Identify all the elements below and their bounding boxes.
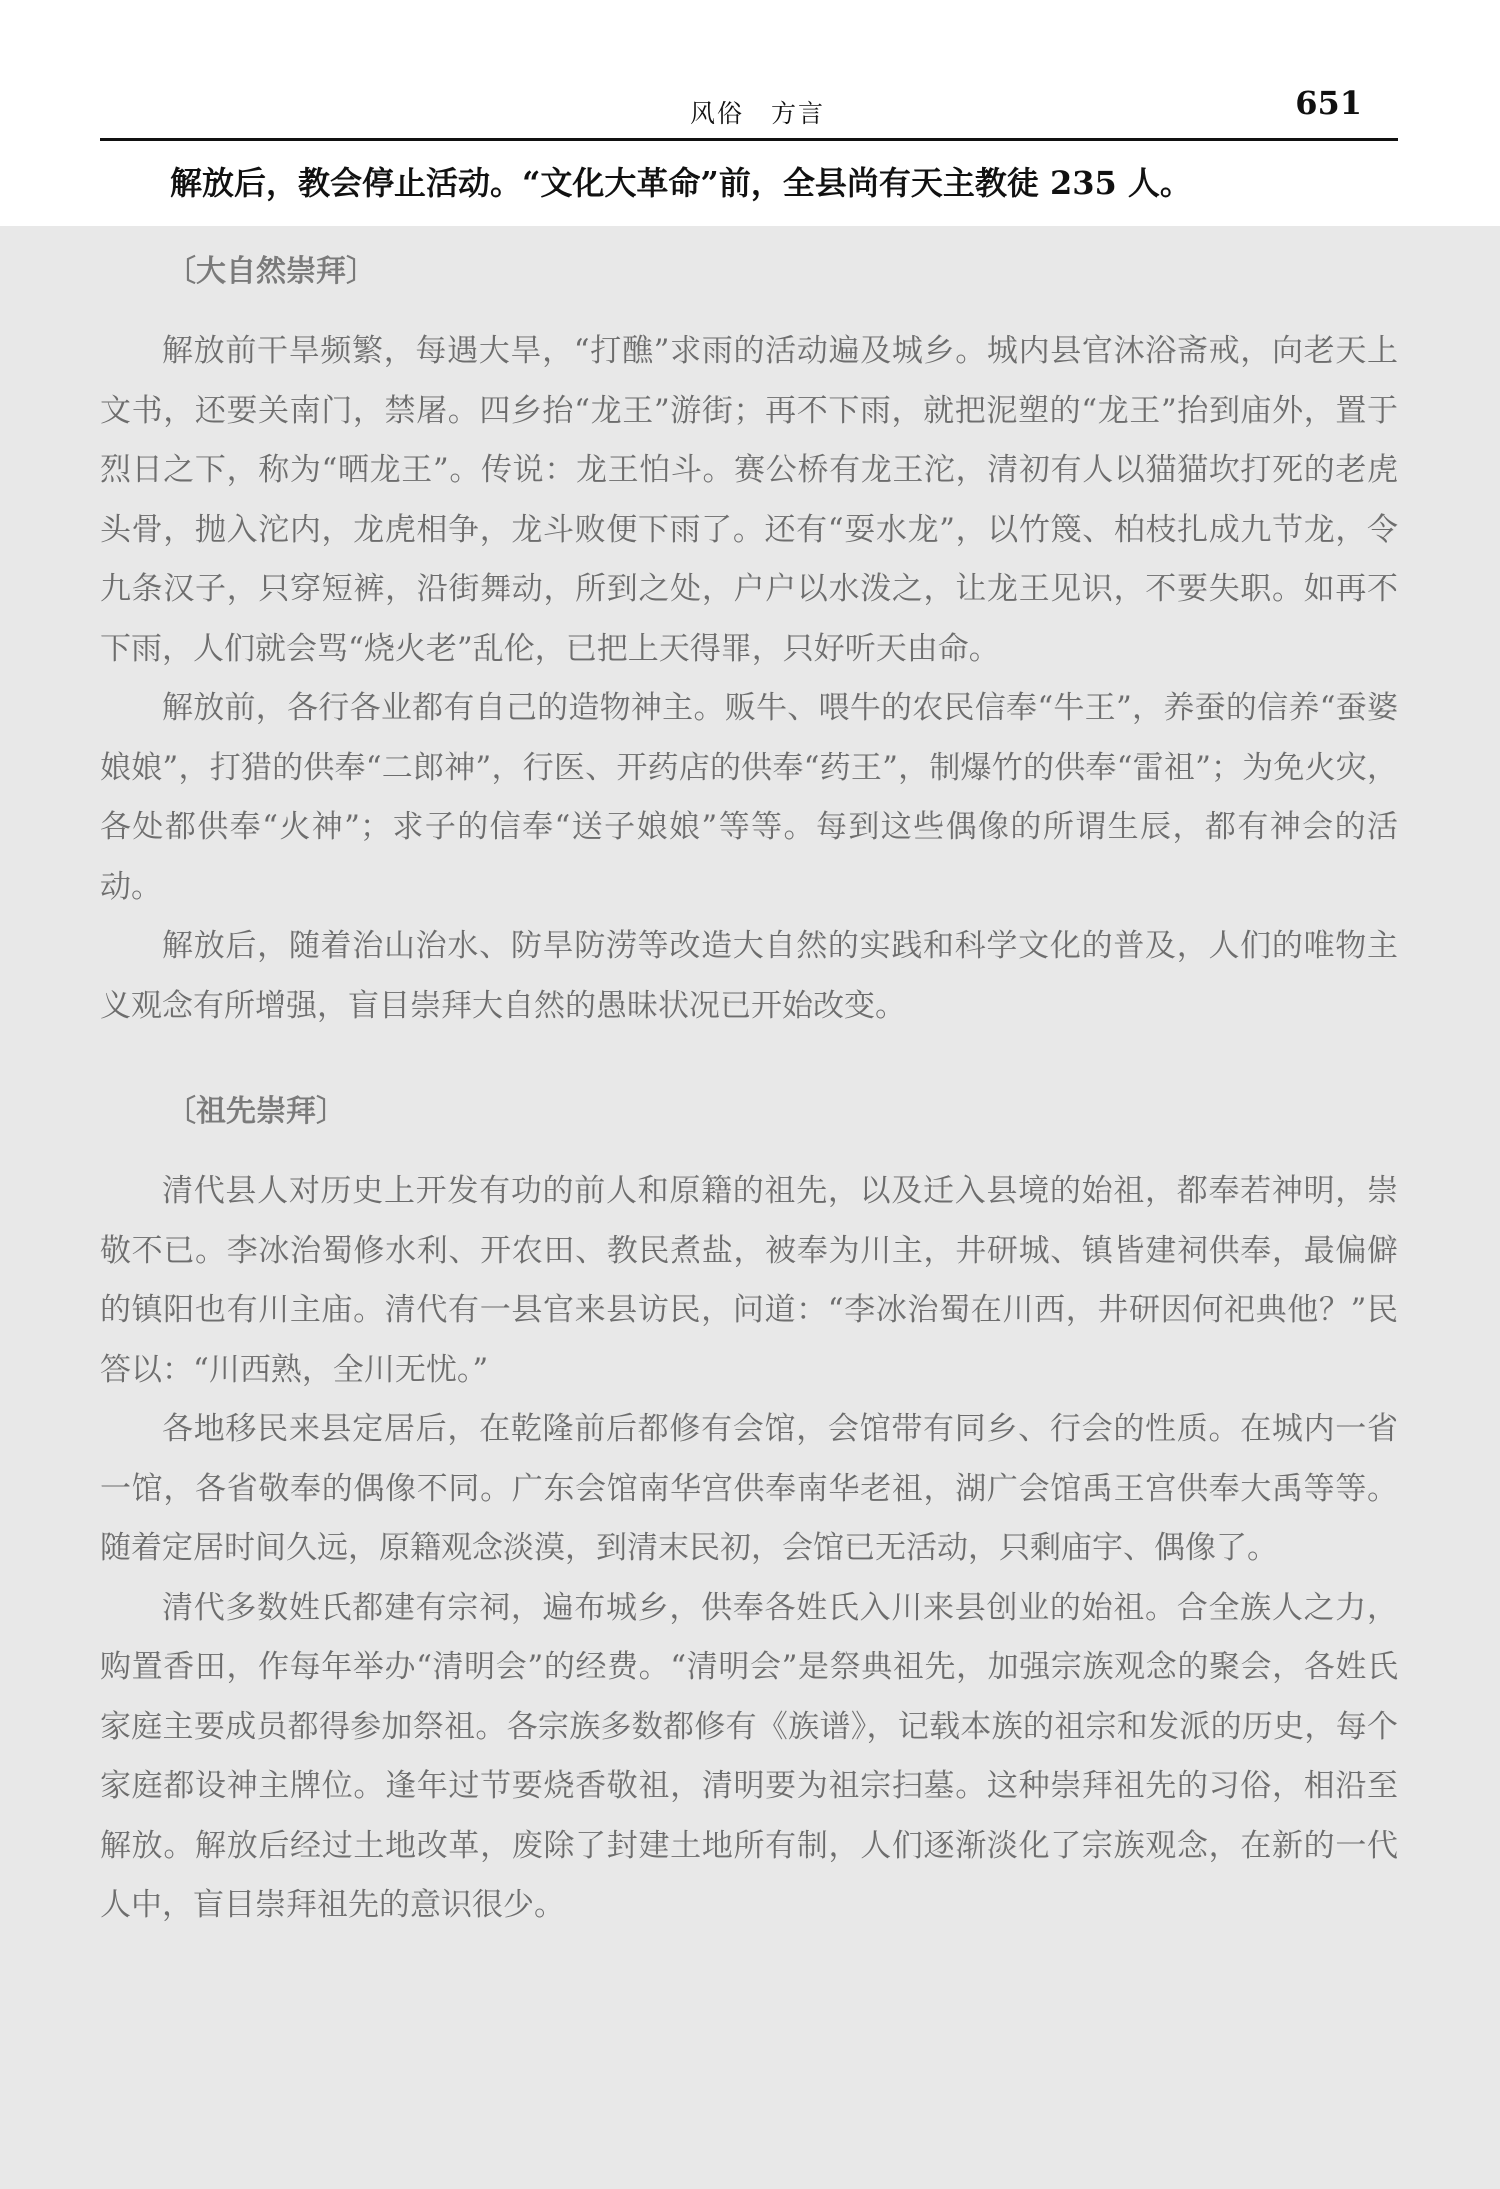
paragraph: 清代县人对历史上开发有功的前人和原籍的祖先，以及迁入县境的始祖，都奉若神明，崇敬不已。李冰治蜀修水利、开农田、教民煮盐，被奉为川主，井研城、镇皆建祠供奉，最偏僻的镇阳也有川主庙。清代有一县官来县访民，问道：“李冰治蜀在川西，井研因何祀典他？”民答以：“川西熟，全川无忧。” bbox=[100, 1173, 1398, 1388]
running-title: 风俗 方言 bbox=[690, 99, 826, 128]
page-number: 651 bbox=[1295, 84, 1362, 122]
lead-paragraph: 解放后，教会停止活动。“文化大革命”前，全县尚有天主教徒 235 人。 bbox=[170, 164, 1192, 202]
section-heading-ancestor-worship: 〔祖先崇拜〕 bbox=[166, 1094, 346, 1129]
paragraph: 解放后，随着治山治水、防旱防涝等改造大自然的实践和科学文化的普及，人们的唯物主义观念有所增强，盲目崇拜大自然的愚昧状况已开始改变。 bbox=[100, 928, 1398, 1024]
paragraph: 各地移民来县定居后，在乾隆前后都修有会馆，会馆带有同乡、行会的性质。在城内一省一馆，各省敬奉的偶像不同。广东会馆南华宫供奉南华老祖，湖广会馆禹王宫供奉大禹等等。随着定居时间久远，原籍观念淡漠，到清末民初，会馆已无活动，只剩庙宇、偶像了。 bbox=[100, 1411, 1398, 1566]
paragraph: 解放前，各行各业都有自己的造物神主。贩牛、喂牛的农民信奉“牛王”，养蚕的信养“蚕婆娘娘”，打猎的供奉“二郎神”，行医、开药店的供奉“药王”，制爆竹的供奉“雷祖”；为免火灾，各处都供奉“火神”；求子的信奉“送子娘娘”等等。每到这些偶像的所谓生辰，都有神会的活动。 bbox=[100, 690, 1398, 905]
page-header bbox=[100, 78, 1398, 140]
paragraph: 解放前干旱频繁，每遇大旱，“打醮”求雨的活动遍及城乡。城内县官沐浴斋戒，向老天上文书，还要关南门，禁屠。四乡抬“龙王”游街；再不下雨，就把泥塑的“龙王”抬到庙外，置于烈日之下，称为“晒龙王”。传说：龙王怕斗。赛公桥有龙王沱，清初有人以猫猫坎打死的老虎头骨，抛入沱内，龙虎相争，龙斗败便下雨了。还有“耍水龙”，以竹篾、柏枝扎成九节龙，令九条汉子，只穿短裤，沿街舞动，所到之处，户户以水泼之，让龙王见识，不要失职。如再不下雨，人们就会骂“烧火老”乱伦，已把上天得罪，只好听天由命。 bbox=[100, 333, 1398, 667]
paragraph: 清代多数姓氏都建有宗祠，遍布城乡，供奉各姓氏入川来县创业的始祖。合全族人之力，购置香田，作每年举办“清明会”的经费。“清明会”是祭典祖先，加强宗族观念的聚会，各姓氏家庭主要成员都得参加祭祖。各宗族多数都修有《族谱》，记载本族的祖宗和发派的历史，每个家庭都设神主牌位。逢年过节要烧香敬祖，清明要为祖宗扫墓。这种崇拜祖先的习俗，相沿至解放。解放后经过土地改革，废除了封建土地所有制，人们逐渐淡化了宗族观念，在新的一代人中，盲目崇拜祖先的意识很少。 bbox=[100, 1589, 1398, 1923]
section-heading-nature-worship: 〔大自然崇拜〕 bbox=[166, 254, 376, 289]
header-rule bbox=[100, 138, 1398, 141]
body-content bbox=[100, 226, 1398, 1936]
shaded-body bbox=[0, 226, 1500, 2189]
